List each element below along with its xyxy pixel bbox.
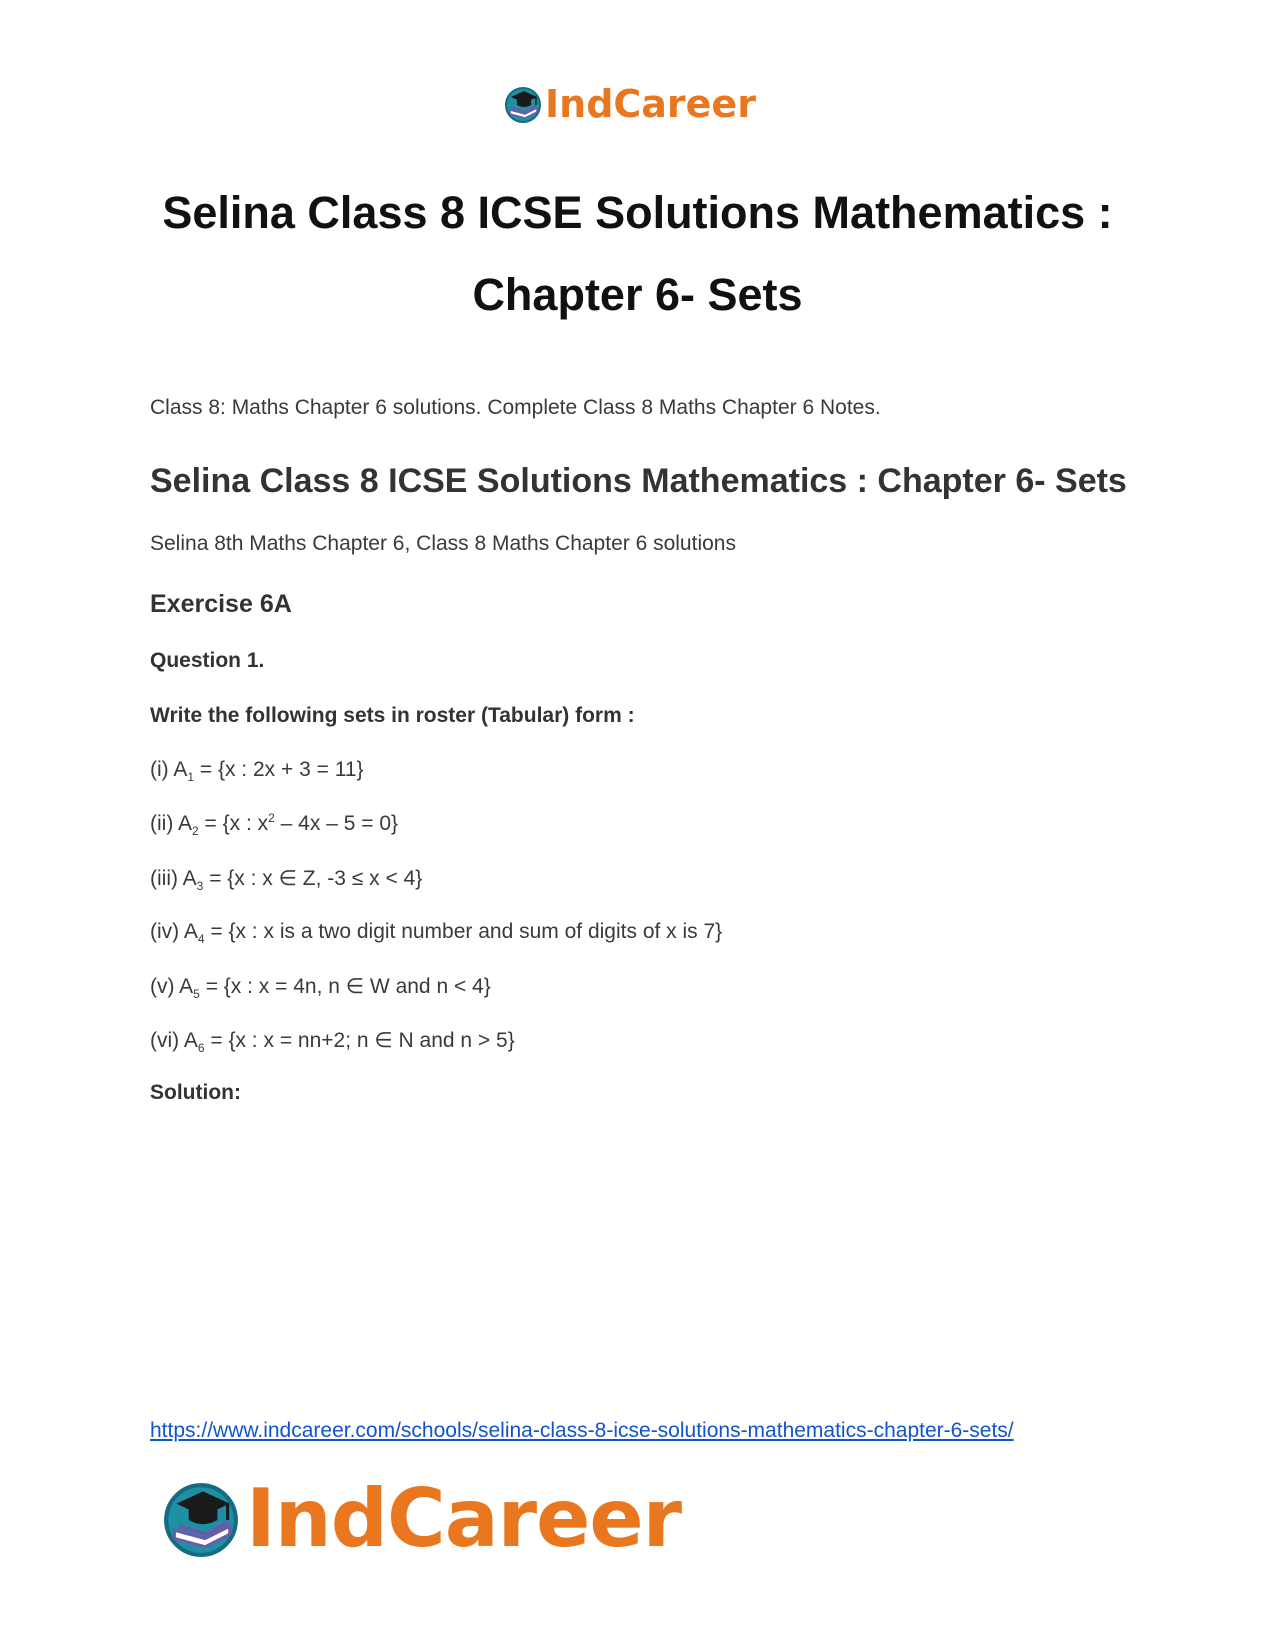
subtitle-paragraph: Selina 8th Maths Chapter 6, Class 8 Maths Chapter 6 solutions — [150, 532, 736, 555]
set-item-6: (vi) $A_6 = \{x$ : x = nn+2; n ∈ N and n > 5} — [150, 1029, 515, 1056]
footer-logo — [160, 1468, 681, 1568]
page-title-line-1: Selina Class 8 ICSE Solutions Mathematics : — [162, 187, 1113, 238]
question-text: Write the following sets in roster (Tabular) form : — [150, 704, 635, 727]
page-title — [120, 172, 1155, 336]
set-item-5: (v) $A_5 = \{x$ : x = 4n, n ∈ W and n < 4} — [150, 975, 491, 1002]
footer-link[interactable]: https://www.indcareer.com/schools/selina-class-8-icse-solutions-mathematics-chapter-6-sets/ — [150, 1419, 1014, 1442]
set-item-3: (iii) $A_3 = \{x$ : x ∈ Z, -3 ≤ x < 4} — [150, 867, 423, 894]
set-item-4: (iv) $A_4 = \{x$ : x is a two digit number and sum of digits of x is 7} — [150, 920, 723, 947]
graduation-book-globe-icon — [503, 84, 543, 124]
set-item-1: (i) $A_1 = \{x$ : 2x + 3 = 11} — [150, 758, 364, 785]
intro-paragraph: Class 8: Maths Chapter 6 solutions. Complete Class 8 Maths Chapter 6 Notes. — [150, 396, 881, 419]
logo-wordmark: IndCareer — [545, 82, 756, 126]
header-logo — [503, 80, 756, 128]
section-heading: Selina Class 8 ICSE Solutions Mathematics : Chapter 6- Sets — [150, 462, 1127, 500]
logo-wordmark: IndCareer — [246, 1471, 682, 1565]
question-label: Question 1. — [150, 649, 265, 672]
exercise-heading: Exercise 6A — [150, 590, 292, 618]
solution-label: Solution: — [150, 1081, 241, 1104]
graduation-book-globe-icon — [160, 1477, 242, 1559]
set-item-2: (ii) $A_2 = \{x$ : $x^2 - 4x - 5 = 0$} — [150, 811, 399, 839]
page-title-line-2: Chapter 6- Sets — [472, 269, 803, 320]
